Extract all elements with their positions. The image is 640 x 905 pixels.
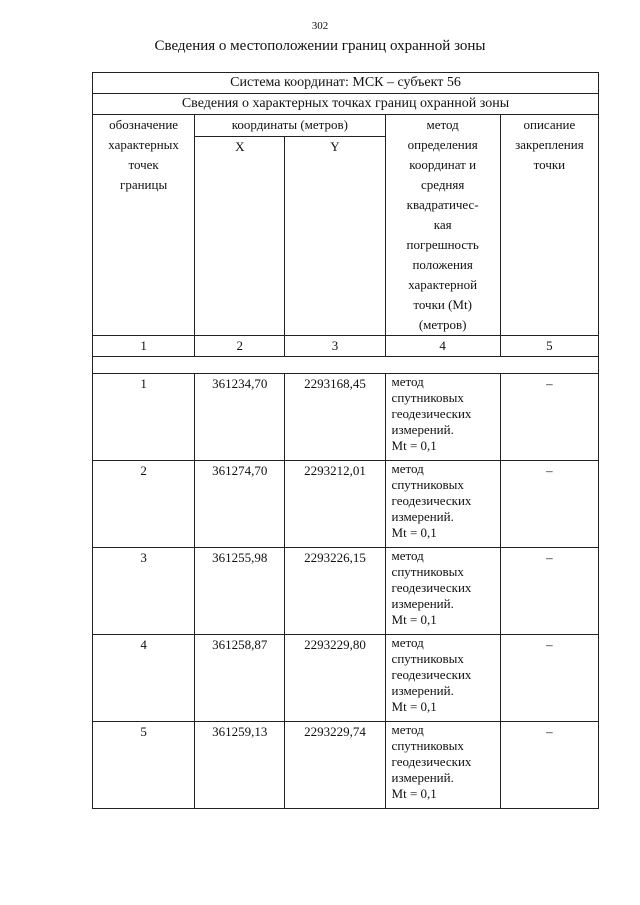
y-coordinate-cell: 2293229,74	[285, 722, 385, 809]
method-line: спутниковых	[391, 651, 464, 666]
column-number: 5	[500, 336, 598, 357]
method-line: геодезических	[391, 754, 472, 769]
header-method-line: характерной	[408, 277, 478, 292]
empty-separator-row	[93, 357, 599, 374]
header-method-line: координат и	[409, 157, 477, 172]
table-subtitle-row	[93, 94, 599, 115]
header-row	[93, 115, 599, 137]
x-coordinate-cell: 361234,70	[195, 374, 285, 461]
table-row	[93, 461, 599, 548]
method-line: метод	[391, 461, 424, 476]
method-line: измерений.	[391, 770, 454, 785]
description-cell: –	[500, 548, 598, 635]
boundary-points-table	[92, 72, 599, 809]
header-method-line: погрешность	[406, 237, 479, 252]
header-method-line: положения	[412, 257, 473, 272]
method-line: спутниковых	[391, 477, 464, 492]
method-line: измерений.	[391, 509, 454, 524]
header-method-line: определения	[407, 137, 478, 152]
method-line: метод	[391, 722, 424, 737]
method-cell	[385, 722, 500, 809]
column-number-row	[93, 336, 599, 357]
point-number-cell: 2	[93, 461, 195, 548]
header-method-line: (метров)	[418, 317, 467, 332]
point-number-cell: 1	[93, 374, 195, 461]
header-description-line: точки	[533, 157, 566, 172]
table-row	[93, 722, 599, 809]
header-description-line: описание	[523, 117, 576, 132]
empty-cell	[93, 357, 599, 374]
method-line: Mt = 0,1	[391, 612, 437, 627]
header-x: X	[195, 137, 285, 336]
method-cell	[385, 374, 500, 461]
y-coordinate-cell: 2293212,01	[285, 461, 385, 548]
method-line: измерений.	[391, 422, 454, 437]
method-line: геодезических	[391, 493, 472, 508]
column-number: 3	[285, 336, 385, 357]
method-line: измерений.	[391, 683, 454, 698]
header-method-line: метод	[426, 117, 459, 132]
coordinate-system-cell: Система координат: МСК – субъект 56	[93, 73, 599, 94]
description-cell: –	[500, 635, 598, 722]
header-designation-line: границы	[119, 177, 168, 192]
x-coordinate-cell: 361259,13	[195, 722, 285, 809]
method-line: метод	[391, 374, 424, 389]
y-coordinate-cell: 2293229,80	[285, 635, 385, 722]
description-cell: –	[500, 374, 598, 461]
method-cell	[385, 461, 500, 548]
table-row	[93, 374, 599, 461]
method-line: геодезических	[391, 406, 472, 421]
x-coordinate-cell: 361274,70	[195, 461, 285, 548]
table-subtitle-cell: Сведения о характерных точках границ охранной зоны	[93, 94, 599, 115]
method-line: спутниковых	[391, 738, 464, 753]
header-description-line: закрепления	[515, 137, 584, 152]
method-line: спутниковых	[391, 390, 464, 405]
method-line: измерений.	[391, 596, 454, 611]
method-line: метод	[391, 548, 424, 563]
page-number: 302	[311, 20, 329, 32]
x-coordinate-cell: 361258,87	[195, 635, 285, 722]
method-line: Mt = 0,1	[391, 525, 437, 540]
table-row	[93, 635, 599, 722]
method-line: геодезических	[391, 580, 472, 595]
method-line: метод	[391, 635, 424, 650]
table-row	[93, 548, 599, 635]
x-coordinate-cell: 361255,98	[195, 548, 285, 635]
header-method	[385, 115, 500, 336]
header-method-line: точки (Mt)	[413, 297, 472, 312]
method-line: Mt = 0,1	[391, 786, 437, 801]
header-method-line: средняя	[420, 177, 465, 192]
description-cell: –	[500, 722, 598, 809]
header-method-line: квадратичес-	[406, 197, 479, 212]
header-y: Y	[285, 137, 385, 336]
method-line: спутниковых	[391, 564, 464, 579]
header-coordinates: координаты (метров)	[195, 115, 385, 137]
method-cell	[385, 635, 500, 722]
column-number: 2	[195, 336, 285, 357]
method-line: Mt = 0,1	[391, 438, 437, 453]
header-method-line: кая	[433, 217, 452, 232]
header-designation-line: характерных	[108, 137, 179, 152]
column-number: 1	[93, 336, 195, 357]
description-cell: –	[500, 461, 598, 548]
method-line: Mt = 0,1	[391, 699, 437, 714]
header-designation-line: точек	[128, 157, 159, 172]
point-number-cell: 4	[93, 635, 195, 722]
y-coordinate-cell: 2293226,15	[285, 548, 385, 635]
header-description	[500, 115, 598, 336]
method-line: геодезических	[391, 667, 472, 682]
header-designation-line: обозначение	[109, 117, 179, 132]
document-title: Сведения о местоположении границ охранной зоны	[154, 38, 486, 54]
method-cell	[385, 548, 500, 635]
column-number: 4	[385, 336, 500, 357]
coordinate-system-row	[93, 73, 599, 94]
point-number-cell: 5	[93, 722, 195, 809]
y-coordinate-cell: 2293168,45	[285, 374, 385, 461]
point-number-cell: 3	[93, 548, 195, 635]
header-designation	[93, 115, 195, 336]
